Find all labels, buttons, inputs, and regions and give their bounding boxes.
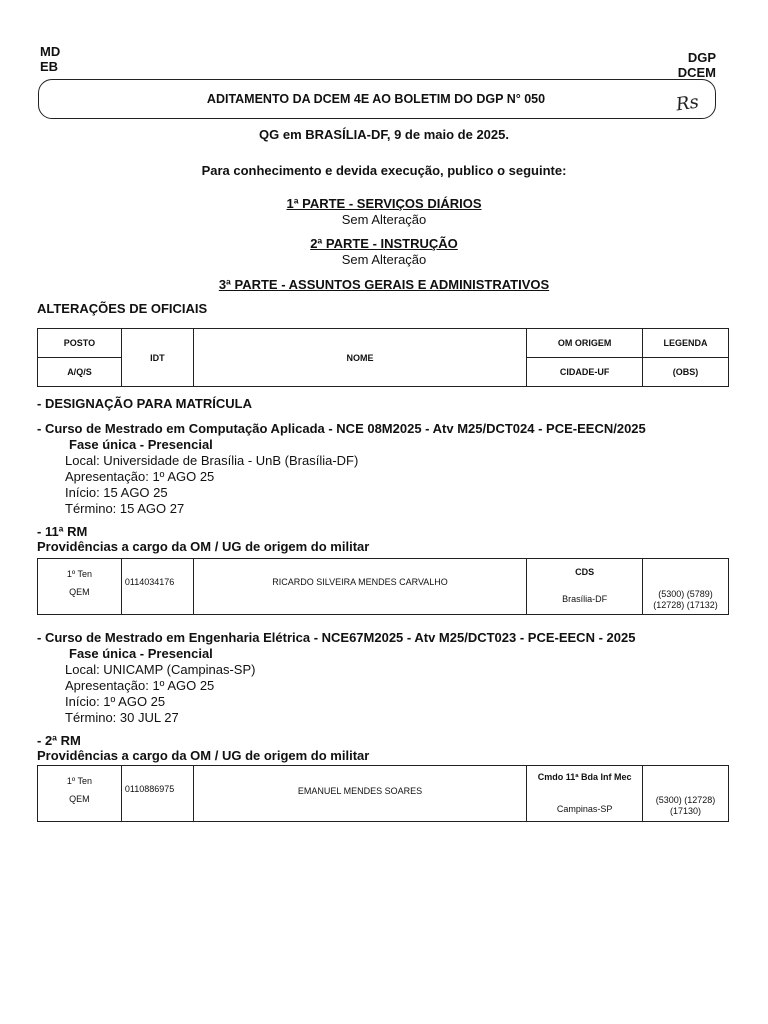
org-md: MD bbox=[40, 44, 61, 59]
header-nome: NOME bbox=[193, 329, 526, 387]
section-title: ALTERAÇÕES DE OFICIAIS bbox=[37, 301, 208, 316]
course-1-idt: 0114034176 bbox=[121, 559, 193, 615]
header-table bbox=[37, 328, 729, 387]
course-2-om: Cmdo 11ª Bda Inf Mec bbox=[537, 772, 632, 782]
org-dgp: DGP bbox=[687, 50, 716, 65]
course-1-inicio: Início: 15 AGO 25 bbox=[65, 485, 168, 500]
course-2-aqs: QEM bbox=[69, 794, 90, 804]
course-2-region bbox=[37, 733, 369, 763]
course-1-termino: Término: 15 AGO 27 bbox=[65, 501, 185, 516]
part-1-wrap bbox=[0, 196, 768, 211]
intro-text: Para conhecimento e devida execução, publico o seguinte: bbox=[201, 163, 567, 178]
table-row bbox=[38, 766, 729, 822]
handwritten-initials: Rs bbox=[674, 91, 701, 116]
course-2-cidade: Campinas-SP bbox=[556, 804, 613, 814]
course-2-local: Local: UNICAMP (Campinas-SP) bbox=[65, 662, 256, 677]
part-2-wrap bbox=[0, 236, 768, 251]
document-title: ADITAMENTO DA DCEM 4E AO BOLETIM DO DGP N° 050 bbox=[206, 92, 546, 106]
course-1-legenda-cell bbox=[643, 559, 729, 615]
course-2-rm: - 2ª RM bbox=[37, 733, 81, 748]
course-2-title: - Curso de Mestrado em Engenharia Elétrica - NCE67M2025 - Atv M25/DCT023 - PCE-EECN - 2025 bbox=[37, 630, 636, 645]
course-1-providencias: Providências a cargo da OM / UG de origem do militar bbox=[37, 539, 370, 554]
course-1-legenda-1: (5300) (5789) bbox=[658, 589, 713, 599]
course-1-legenda-2: (12728) (17132) bbox=[653, 600, 718, 610]
course-2-table bbox=[37, 765, 729, 822]
part-3-wrap bbox=[0, 277, 768, 292]
course-2-nome: EMANUEL MENDES SOARES bbox=[193, 766, 526, 822]
course-1-region bbox=[37, 524, 369, 554]
header-right bbox=[678, 50, 716, 80]
course-2-idt: 0110886975 bbox=[121, 766, 193, 822]
designation-title: - DESIGNAÇÃO PARA MATRÍCULA bbox=[37, 396, 252, 411]
part-3-title: 3ª PARTE - ASSUNTOS GERAIS E ADMINISTRATIVOS bbox=[218, 277, 550, 292]
course-2-apresentacao: Apresentação: 1º AGO 25 bbox=[65, 678, 215, 693]
course-1-rm: - 11ª RM bbox=[37, 524, 88, 539]
part-2-status: Sem Alteração bbox=[341, 252, 427, 267]
place-date: QG em BRASÍLIA-DF, 9 de maio de 2025. bbox=[259, 127, 509, 142]
course-2 bbox=[37, 630, 635, 726]
course-1-om-cell bbox=[527, 559, 643, 615]
course-2-posto: 1º Ten bbox=[66, 776, 93, 786]
course-1-local: Local: Universidade de Brasília - UnB (Brasília-DF) bbox=[65, 453, 359, 468]
header-idt: IDT bbox=[121, 329, 193, 387]
header-posto: POSTO bbox=[38, 329, 122, 358]
course-1 bbox=[37, 421, 646, 517]
course-2-phase: Fase única - Presencial bbox=[69, 646, 213, 661]
course-2-legenda-1: (5300) (12728) bbox=[655, 795, 716, 805]
course-1-cidade: Brasília-DF bbox=[562, 594, 608, 604]
course-1-aqs: QEM bbox=[69, 587, 90, 597]
course-2-legenda-2: (17130) bbox=[670, 806, 702, 816]
header-om-origem: OM ORIGEM bbox=[527, 329, 643, 358]
header-cidade-uf: CIDADE-UF bbox=[527, 358, 643, 387]
org-dcem: DCEM bbox=[677, 65, 716, 80]
course-1-posto: 1º Ten bbox=[66, 569, 93, 579]
part-1-title: 1ª PARTE - SERVIÇOS DIÁRIOS bbox=[286, 196, 482, 211]
course-1-posto-cell bbox=[38, 559, 122, 615]
course-2-om-cell bbox=[527, 766, 643, 822]
course-1-table bbox=[37, 558, 729, 615]
header-obs: (OBS) bbox=[643, 358, 729, 387]
course-2-legenda-cell bbox=[643, 766, 729, 822]
course-2-providencias: Providências a cargo da OM / UG de origem do militar bbox=[37, 748, 370, 763]
part-1-status: Sem Alteração bbox=[341, 212, 427, 227]
course-1-nome: RICARDO SILVEIRA MENDES CARVALHO bbox=[193, 559, 526, 615]
header-left bbox=[40, 44, 60, 74]
table-row bbox=[38, 559, 729, 615]
org-eb: EB bbox=[40, 59, 59, 74]
course-2-posto-cell bbox=[38, 766, 122, 822]
course-1-phase: Fase única - Presencial bbox=[69, 437, 213, 452]
course-2-termino: Término: 30 JUL 27 bbox=[65, 710, 179, 725]
header-aqs: A/Q/S bbox=[38, 358, 122, 387]
header-legenda: LEGENDA bbox=[643, 329, 729, 358]
course-1-om: CDS bbox=[575, 567, 595, 577]
part-2-title: 2ª PARTE - INSTRUÇÃO bbox=[310, 236, 458, 251]
course-1-title: - Curso de Mestrado em Computação Aplicada - NCE 08M2025 - Atv M25/DCT024 - PCE-EECN/2025 bbox=[37, 421, 646, 436]
course-1-apresentacao: Apresentação: 1º AGO 25 bbox=[65, 469, 215, 484]
course-2-inicio: Início: 1º AGO 25 bbox=[65, 694, 166, 709]
